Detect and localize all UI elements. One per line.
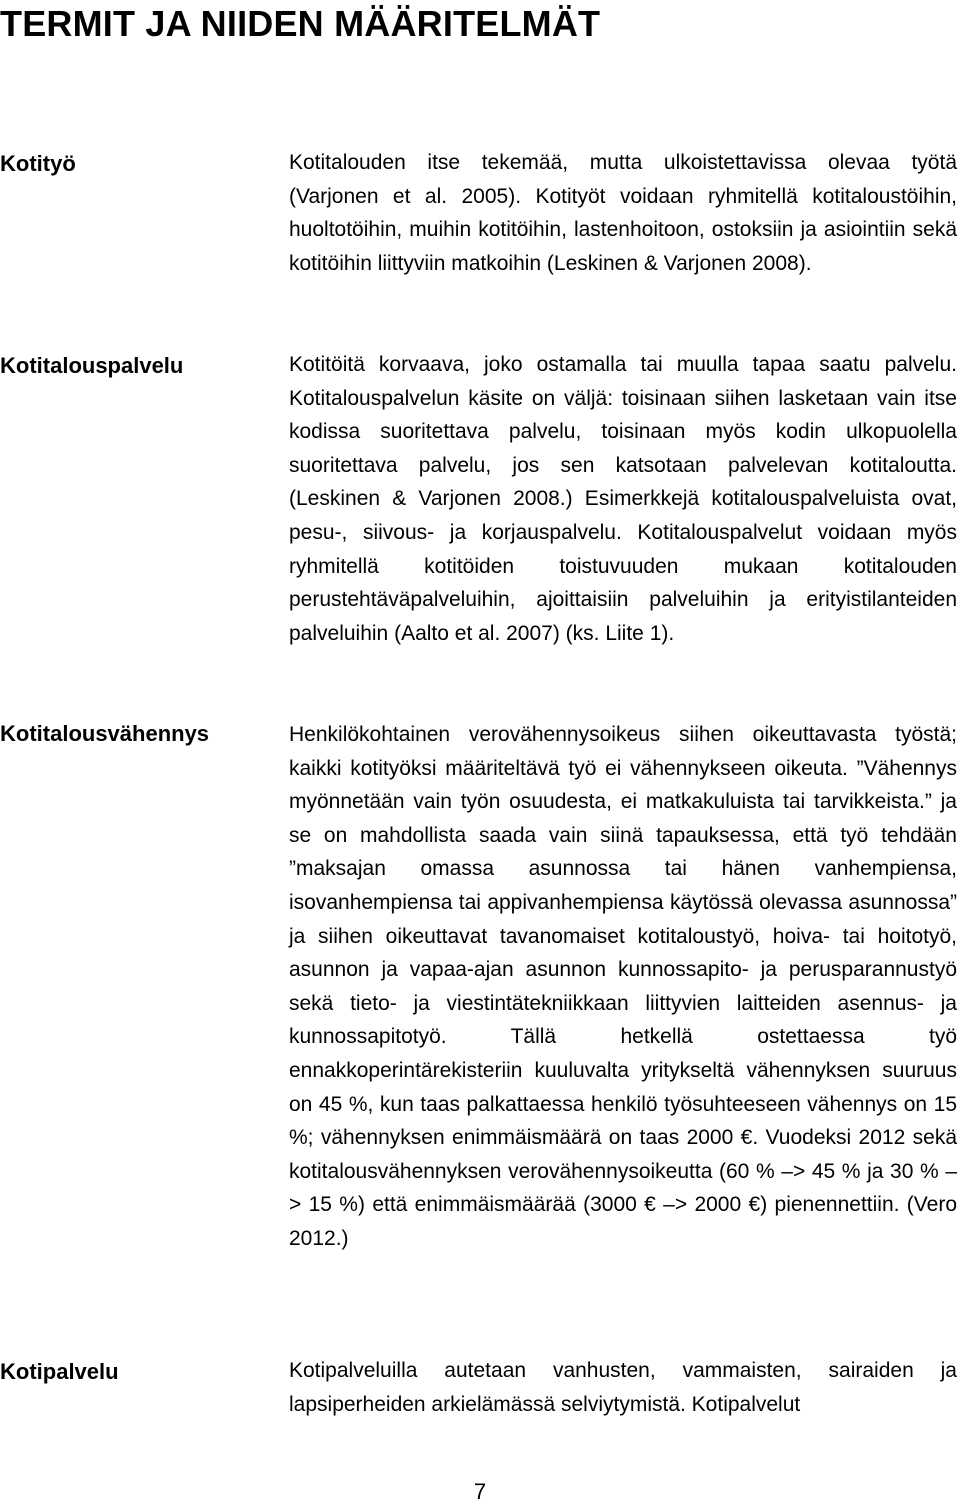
definition-kotitalouspalvelu: Kotitöitä korvaava, joko ostamalla tai muulla tapaa saatu palvelu. Kotitalouspalvelun käsite on väljä: toisinaan siihen lasketaan vain itse kodissa suoritettava palvelu, toisinaan myös kodin ulkopuolella suoritettava palvelu, jos sen katsotaan palvelevan kotitaloutta. (Leskinen & Varjonen 2008.) Esimerkkejä kotitalouspalveluista ovat, pesu-, siivous- ja korjauspalvelu. Kotitalouspalvelut voidaan myös ryhmitellä kotitöiden toistuvuuden mukaan kotitalouden perustehtäväpalveluihin, ajoittaisiin palveluihin ja erityistilanteiden palveluihin (Aalto et al. 2007) (ks. Liite 1). bbox=[289, 353, 957, 645]
definition-kotityo: Kotitalouden itse tekemää, mutta ulkoistettavissa olevaa työtä (Varjonen et al. 2005). Kotityöt voidaan ryhmitellä kotitaloustöihin, huoltotöihin, muihin kotitöihin, lastenhoitoon, ostoksiin ja asiointiin sekä kotitöihin liittyviin matkoihin (Leskinen & Varjonen 2008). bbox=[289, 151, 957, 275]
term-kotityo: Kotityö bbox=[0, 151, 76, 176]
definition-kotipalvelu: Kotipalveluilla autetaan vanhusten, vammaisten, sairaiden ja lapsiperheiden arkielämässä selviytymistä. Kotipalvelut bbox=[289, 1359, 957, 1416]
page-title: TERMIT JA NIIDEN MÄÄRITELMÄT bbox=[0, 3, 601, 44]
term-kotitalousvahennys: Kotitalousvähennys bbox=[0, 721, 210, 746]
page-number: 7 bbox=[473, 1479, 487, 1504]
term-kotitalouspalvelu: Kotitalouspalvelu bbox=[0, 353, 184, 378]
term-kotipalvelu: Kotipalvelu bbox=[0, 1359, 119, 1384]
definition-kotitalousvahennys: Henkilökohtainen verovähennysoikeus siihen oikeuttavasta työstä; kaikki kotityöksi määriteltävä työ ei vähennykseen oikeuta. ”Vähennys myönnetään vain työn osuudesta, ei matkakuluista tai tarvikkeista.” ja se on mahdollista saada vain siinä tapauksessa, että työ tehdään ”maksajan omassa asunnossa tai hänen vanhempiensa, isovanhempiensa tai appivanhempiensa käytössä olevassa asunnossa” ja siihen oikeuttavat tavanomaiset kotitaloustyö, hoiva- tai hoitotyö, asunnon ja vapaa-ajan asunnon kunnossapito- ja perusparannustyö sekä tieto- ja viestintätekniikkaan liittyvien laitteiden asennus- ja kunnossapitotyö. Tällä hetkellä ostettaessa työ ennakkoperintärekisteriin kuuluvalta yritykseltä vähennyksen suuruus on 45 %, kun taas palkattaessa henkilö työsuhteeseen vähennys on 15 %; vähennyksen enimmäismäärä on taas 2000 €. Vuodeksi 2012 sekä kotitalousvähennyksen verovähennysoikeutta (60 % –> 45 % ja 30 % –> 15 %) että enimmäismäärää (3000 € –> 2000 €) pienennettiin. (Vero 2012.) bbox=[289, 723, 957, 1250]
